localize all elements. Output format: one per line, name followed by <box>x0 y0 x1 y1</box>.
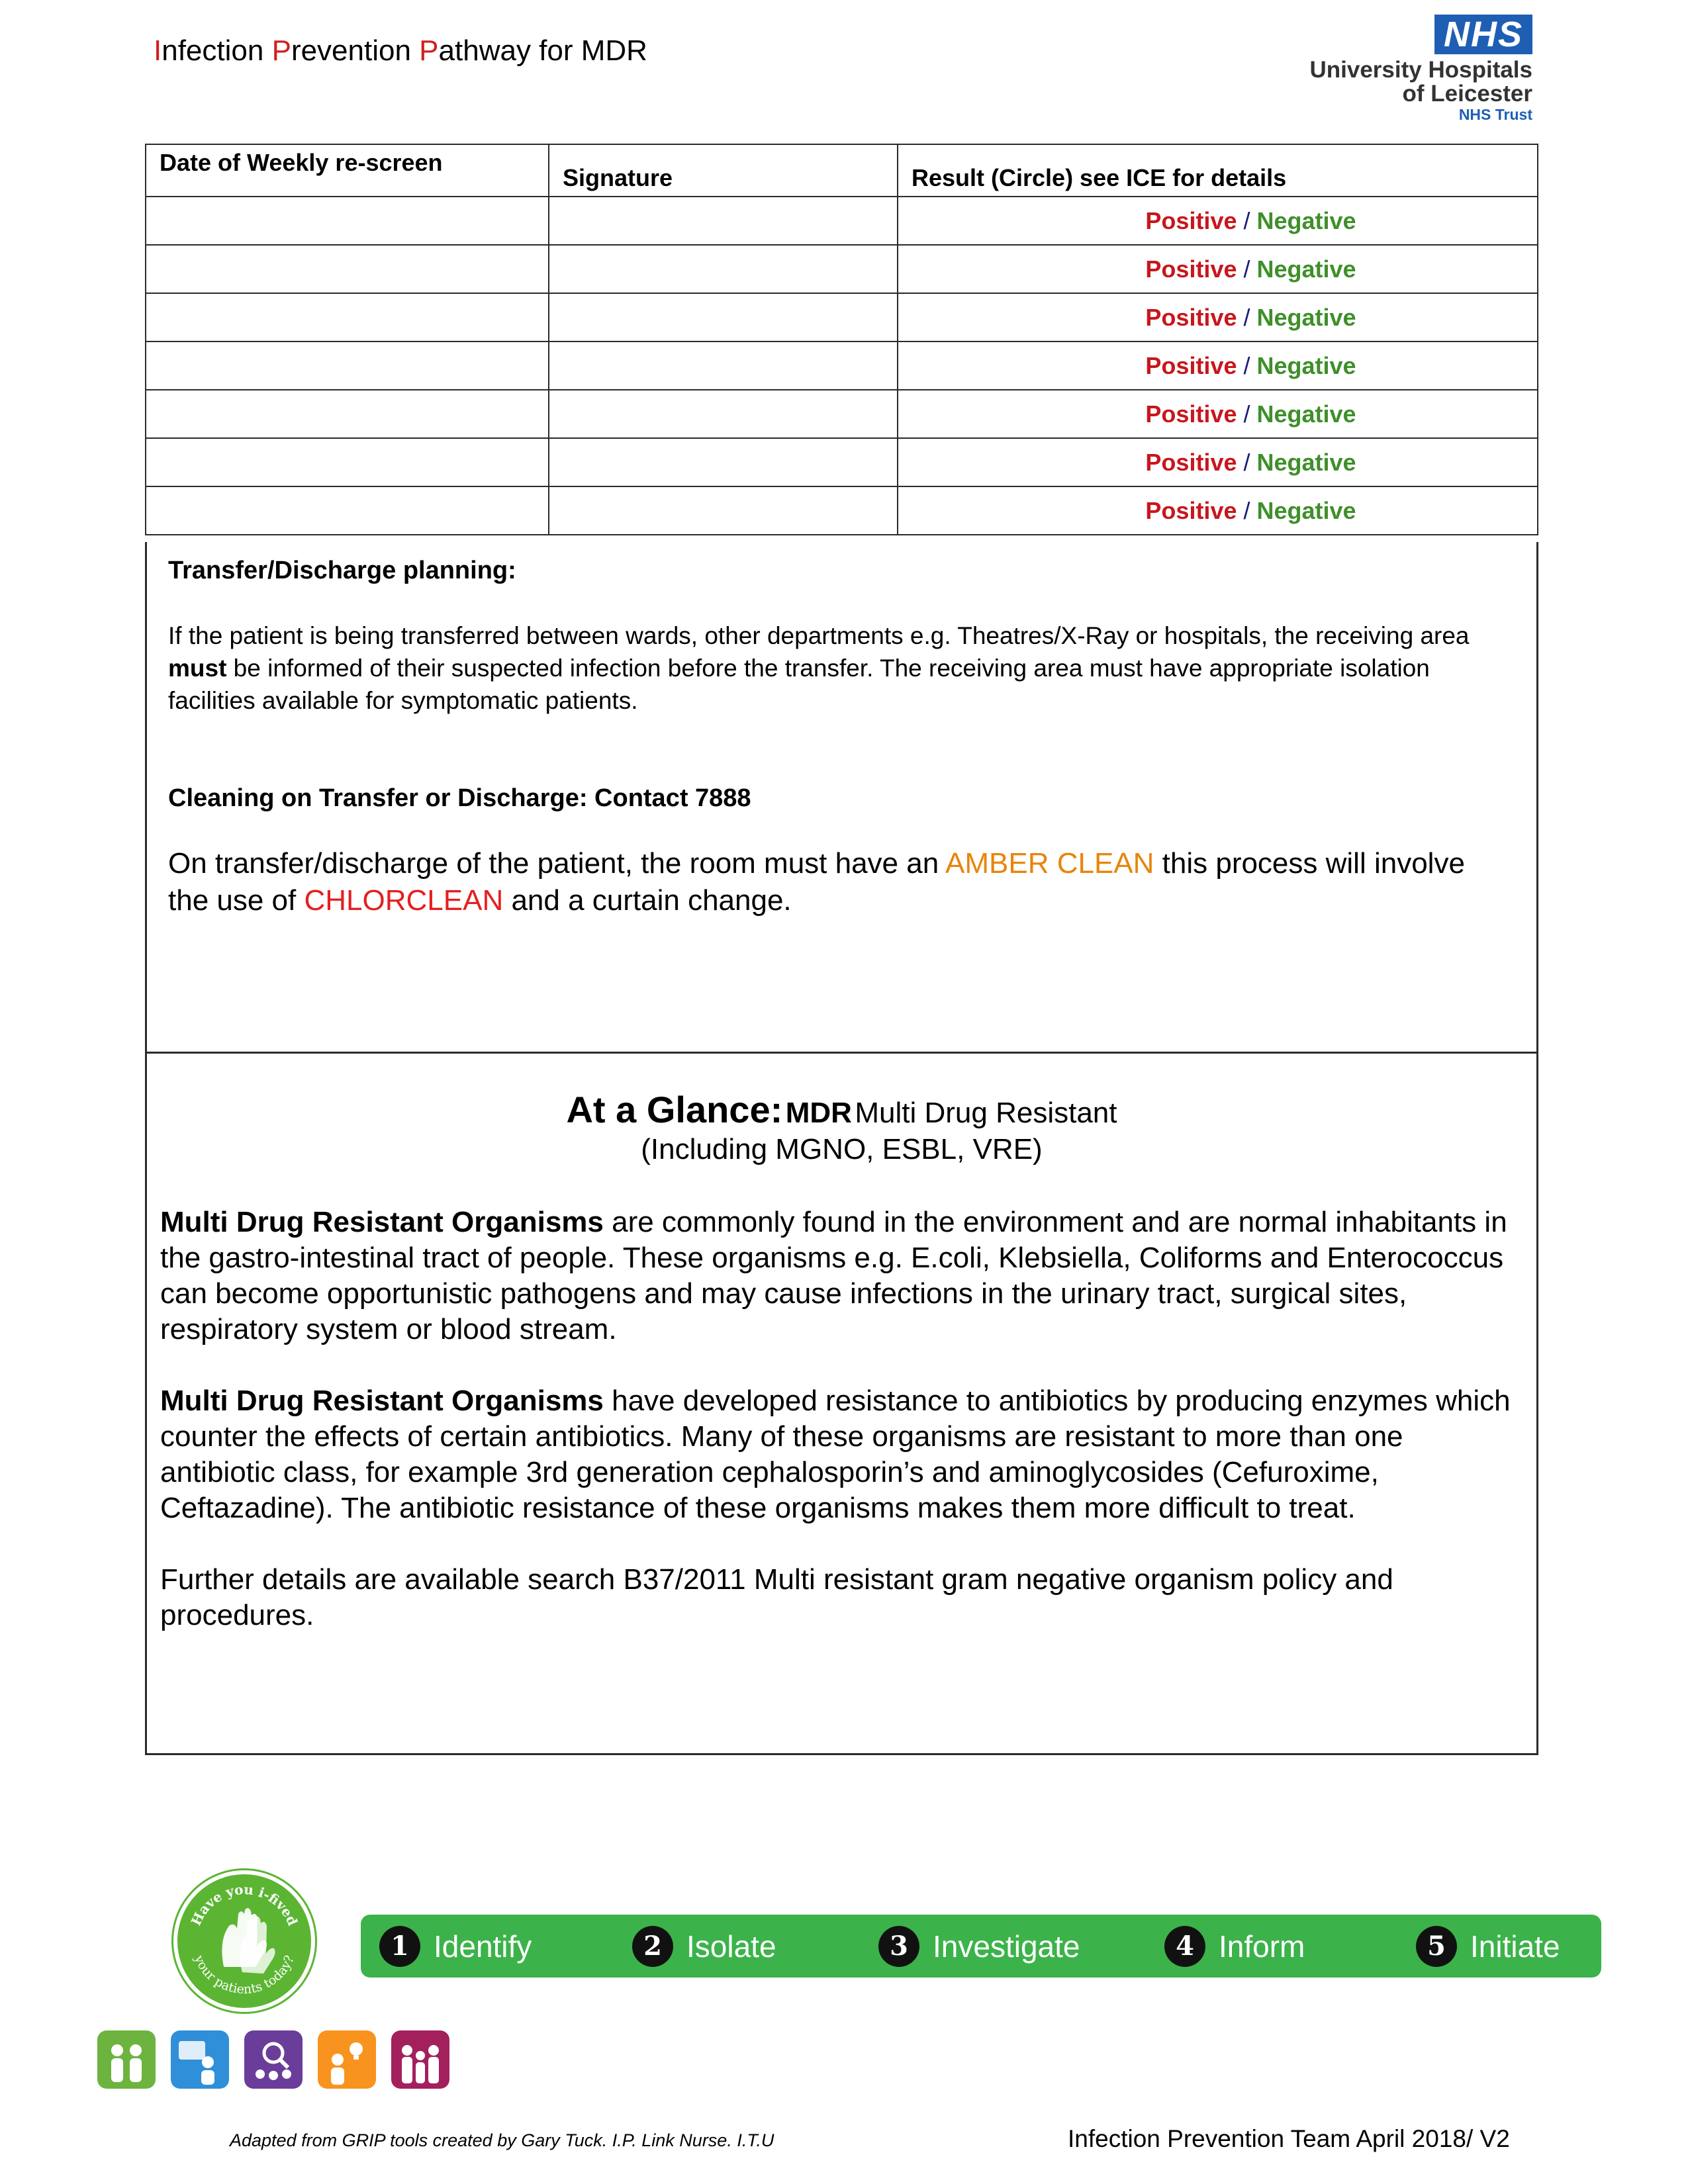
step-investigate <box>878 1915 1080 1978</box>
result-cell[interactable] <box>898 438 1538 486</box>
signature-cell[interactable] <box>549 438 898 486</box>
table-row <box>146 438 1538 486</box>
glance-title <box>147 1088 1536 1131</box>
step-number: 1 <box>379 1926 420 1967</box>
at-a-glance-section <box>145 1052 1538 1755</box>
step-label: Investigate <box>933 1929 1080 1964</box>
table-row <box>146 341 1538 390</box>
result-negative-option[interactable]: Negative <box>1256 206 1356 234</box>
result-separator: / <box>1237 496 1257 524</box>
result-positive-option[interactable]: Positive <box>1145 400 1237 428</box>
date-cell[interactable] <box>146 341 549 390</box>
table-row <box>146 197 1538 245</box>
document-title <box>154 34 647 68</box>
result-cell[interactable] <box>898 293 1538 341</box>
result-negative-option[interactable]: Negative <box>1256 255 1356 283</box>
result-positive-option[interactable]: Positive <box>1145 496 1237 524</box>
high-five-hands-icon <box>177 1874 311 2008</box>
result-cell[interactable] <box>898 390 1538 438</box>
identify-people-icon <box>97 2030 156 2089</box>
result-negative-option[interactable]: Negative <box>1256 496 1356 524</box>
badge-bottom-text: your patients today? <box>191 1953 297 1997</box>
signature-cell[interactable] <box>549 390 898 438</box>
column-header-signature: Signature <box>549 144 898 197</box>
signature-cell[interactable] <box>549 245 898 293</box>
nhs-trust-logo <box>1294 15 1532 127</box>
column-header-result: Result (Circle) see ICE for details <box>898 144 1538 197</box>
table-header-row <box>146 144 1538 197</box>
result-separator: / <box>1237 206 1257 234</box>
chlorclean-label: CHLORCLEAN <box>304 884 504 917</box>
title-part: P <box>271 34 291 67</box>
result-negative-option[interactable]: Negative <box>1256 400 1356 428</box>
result-separator: / <box>1237 448 1257 476</box>
cleaning-text-part: this process will involve the use of <box>168 847 1465 917</box>
table-row <box>146 390 1538 438</box>
initiate-family-icon <box>391 2030 449 2089</box>
logo-line-1: University Hospitals <box>1309 57 1532 83</box>
result-positive-option[interactable]: Positive <box>1145 351 1237 379</box>
nhs-badge: NHS <box>1434 15 1532 54</box>
investigate-magnifier-icon <box>244 2030 303 2089</box>
step-initiate <box>1416 1915 1560 1978</box>
transfer-discharge-section <box>145 542 1538 1054</box>
transfer-heading: Transfer/Discharge planning: <box>168 557 516 584</box>
weekly-rescreen-table <box>145 144 1538 535</box>
step-label: Inform <box>1219 1929 1305 1964</box>
signature-cell[interactable] <box>549 341 898 390</box>
footer-version: Infection Prevention Team April 2018/ V2 <box>1068 2125 1510 2152</box>
logo-line-3: NHS Trust <box>1458 106 1532 123</box>
date-cell[interactable] <box>146 245 549 293</box>
table-row <box>146 245 1538 293</box>
date-cell[interactable] <box>146 438 549 486</box>
cleaning-text-part: and a curtain change. <box>503 884 792 917</box>
cleaning-text-part: On transfer/discharge of the patient, the room must have an <box>168 847 945 880</box>
cleaning-heading: Cleaning on Transfer or Discharge: Contact 7888 <box>168 784 751 812</box>
signature-cell[interactable] <box>549 197 898 245</box>
transfer-paragraph <box>168 619 1505 717</box>
result-negative-option[interactable]: Negative <box>1256 448 1356 476</box>
result-positive-option[interactable]: Positive <box>1145 448 1237 476</box>
result-cell[interactable] <box>898 245 1538 293</box>
glance-title-desc: Multi Drug Resistant <box>855 1097 1117 1129</box>
step-number: 5 <box>1416 1926 1457 1967</box>
step-isolate <box>632 1915 776 1978</box>
result-negative-option[interactable]: Negative <box>1256 303 1356 331</box>
glance-term: Multi Drug Resistant Organisms <box>160 1206 604 1238</box>
title-part: P <box>419 34 439 67</box>
glance-paragraph-3: Further details are available search B37/2011 Multi resistant gram negative organism policy and procedures. <box>160 1563 1393 1631</box>
step-number: 3 <box>878 1926 919 1967</box>
result-positive-option[interactable]: Positive <box>1145 206 1237 234</box>
five-i-steps-bar <box>361 1915 1601 1978</box>
title-part: nfection <box>162 34 272 67</box>
inform-lightbulb-icon <box>318 2030 376 2089</box>
step-number: 2 <box>632 1926 673 1967</box>
glance-text: have developed resistance to antibiotics by producing enzymes which counter the effects of certain antibiotics. Many of these organisms are resistant to more than one antibiotic class, for example 3rd generation cephalosporin’s and aminoglycosides (Cefuroxime, Ceftazadine). The antibiotic resistance of these organisms makes them more difficult to treat. <box>160 1385 1511 1524</box>
result-negative-option[interactable]: Negative <box>1256 351 1356 379</box>
step-label: Initiate <box>1470 1929 1560 1964</box>
badge-top-text: Have you i-fived <box>187 1881 301 1929</box>
column-header-date: Date of Weekly re-screen <box>146 144 549 197</box>
glance-term: Multi Drug Resistant Organisms <box>160 1385 604 1417</box>
date-cell[interactable] <box>146 197 549 245</box>
step-number: 4 <box>1164 1926 1205 1967</box>
result-positive-option[interactable]: Positive <box>1145 255 1237 283</box>
step-identify <box>379 1915 532 1978</box>
title-part: athway for MDR <box>438 34 647 67</box>
signature-cell[interactable] <box>549 486 898 535</box>
title-part: revention <box>291 34 420 67</box>
result-cell[interactable] <box>898 486 1538 535</box>
cleaning-paragraph <box>168 845 1512 919</box>
transfer-text-part: If the patient is being transferred between wards, other departments e.g. Theatres/X-Ray or hospitals, the receiving area <box>168 622 1470 649</box>
date-cell[interactable] <box>146 486 549 535</box>
step-label: Isolate <box>686 1929 776 1964</box>
glance-subtitle: (Including MGNO, ESBL, VRE) <box>641 1133 1043 1165</box>
glance-title-abbr: MDR <box>785 1097 852 1129</box>
table-row <box>146 293 1538 341</box>
transfer-must-emphasis: must <box>168 655 227 682</box>
isolate-person-icon <box>171 2030 229 2089</box>
result-cell[interactable] <box>898 197 1538 245</box>
glance-paragraph-2 <box>160 1383 1524 1526</box>
step-label: Identify <box>434 1929 532 1964</box>
i-five-badge <box>173 1870 315 2012</box>
date-cell[interactable] <box>146 390 549 438</box>
result-positive-option[interactable]: Positive <box>1145 303 1237 331</box>
step-inform <box>1164 1915 1305 1978</box>
result-cell[interactable] <box>898 341 1538 390</box>
result-separator: / <box>1237 255 1257 283</box>
date-cell[interactable] <box>146 293 549 341</box>
footer-credit: Adapted from GRIP tools created by Gary Tuck. I.P. Link Nurse. I.T.U <box>230 2130 774 2150</box>
transfer-text-part: be informed of their suspected infection before the transfer. The receiving area must have appropriate isolation facilities available for symptomatic patients. <box>168 655 1430 714</box>
amber-clean-label: AMBER CLEAN <box>945 847 1154 880</box>
glance-text: are commonly found in the environment and are normal inhabitants in the gastro-intestinal tract of people. These organisms e.g. E.coli, Klebsiella, Coliforms and Enterococcus can become opportunistic pathogens and may cause infections in the urinary tract, surgical sites, respiratory system or blood stream. <box>160 1206 1507 1345</box>
result-separator: / <box>1237 400 1257 428</box>
result-separator: / <box>1237 303 1257 331</box>
glance-title-main: At a Glance: <box>566 1089 783 1130</box>
result-separator: / <box>1237 351 1257 379</box>
logo-line-2: of Leicester <box>1402 81 1532 107</box>
glance-paragraph-1 <box>160 1205 1524 1347</box>
title-part: I <box>154 34 162 67</box>
signature-cell[interactable] <box>549 293 898 341</box>
table-row <box>146 486 1538 535</box>
